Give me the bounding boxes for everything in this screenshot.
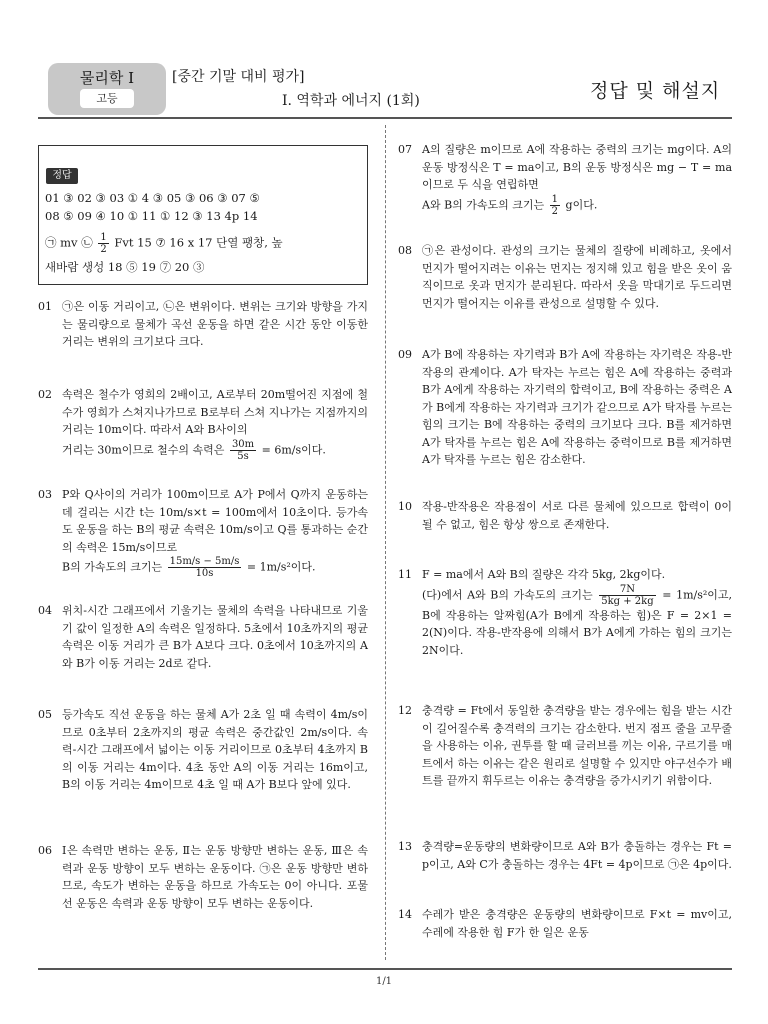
explanation-tail-post: = 1m/s²이다. xyxy=(246,560,316,574)
explanation-text: 충격량=운동량의 변화량이므로 A와 B가 충돌하는 경우는 Ft = p이고, A와 C가 충돌하는 경우는 4Ft = 4p이므로 ㉠은 4p이다. xyxy=(422,840,732,871)
fraction-numerator: 1 xyxy=(100,232,107,243)
question-number: 14 xyxy=(398,908,412,921)
question-number: 10 xyxy=(398,500,412,513)
explanation-mid-pre: (다)에서 A와 B의 가속도의 크기는 xyxy=(422,588,593,601)
explanation-q02 xyxy=(38,386,368,462)
explanation-text: P와 Q사이의 거리가 100m이므로 A가 P에서 Q까지 운동하는 데 걸리는 시간 t는 10m/s×t = 100m에서 10초이다. 등가속도 운동을 하는 B의 평균 속력은 10m/s이고 Q를 통과하는 순간의 속력은 15m/s이므로 xyxy=(62,488,368,554)
explanation-q12 xyxy=(398,702,732,790)
answer-fraction xyxy=(98,232,108,255)
answer-key-box xyxy=(38,145,368,285)
explanation-q06 xyxy=(38,842,368,912)
explanation-text: A의 질량은 m이므로 A에 작용하는 중력의 크기는 mg이다. A의 운동 방정식은 T = ma이고, B의 운동 방정식은 mg − T = ma이므로 두 식을 연립하면 xyxy=(422,143,732,191)
explanation-text: A가 B에 작용하는 자기력과 B가 A에 작용하는 자기력은 작용-반작용의 관계이다. A가 탁자는 누르는 힘은 A에 작용하는 중력과 B가 A에게 작용하는 자기력의 합력이고, B에 작용하는 중력은 A가 B에게 작용하는 자기력과 크기가 같으므로 A가 탁자를 누르는 힘의 크기는 B에 작용하는 중력의 크기보다 크다. B를 제거하면 A가 탁자를 누르는 힘은 A에 작용하는 중력이므로 B를 제거하면 A가 탁자를 누르는 힘은 감소한다. xyxy=(422,348,732,466)
explanation-text: 위치-시간 그래프에서 기울기는 물체의 속력을 나타내므로 기울기 값이 일정한 A의 속력은 일정하다. 5초에서 10초까지의 평균 속력은 이동 거리가 큰 B가 A보다 크다. 0초에서 10초까지의 A와 B가 이동 거리는 2d로 같다. xyxy=(62,604,368,670)
explanation-q04 xyxy=(38,602,368,672)
question-number: 08 xyxy=(398,244,412,257)
fraction-numerator: 7N xyxy=(599,584,655,596)
explanation-tail-post: g이다. xyxy=(565,198,598,211)
page-header xyxy=(0,0,768,120)
subject-title: 물리학 Ⅰ xyxy=(79,69,135,87)
answer-line-3-pre: ㉠ mv ㉡ xyxy=(45,235,93,250)
equation-fraction xyxy=(230,439,256,462)
explanation-text: 수레가 받은 충격량은 운동량의 변화량이므로 F×t = mv이고, 수레에 작용한 힘 F가 한 일은 운동 xyxy=(422,908,732,939)
explanation-text: 작용-반작용은 작용점이 서로 다른 물체에 있으므로 합력이 0이 될 수 없고, 힘은 항상 쌍으로 존재한다. xyxy=(422,500,732,531)
question-number: 05 xyxy=(38,708,52,721)
equation-fraction xyxy=(550,194,560,217)
explanation-q08 xyxy=(398,242,732,312)
subject-badge xyxy=(48,63,166,115)
explanation-q11 xyxy=(398,566,732,659)
fraction-denominator: 10s xyxy=(195,568,214,579)
question-number: 03 xyxy=(38,488,52,501)
explanation-tail-pre: 거리는 30m이므로 철수의 속력은 xyxy=(62,443,225,456)
answer-line-3 xyxy=(45,232,283,255)
question-number: 12 xyxy=(398,704,412,717)
explanation-text: 속력은 철수가 영희의 2배이고, A로부터 20m떨어진 지점에 철수가 영희가 스쳐지나가므로 B로부터 스쳐 지나가는 지점까지의 거리는 10m이다. 따라서 A와 B사이의 xyxy=(62,388,368,436)
fraction-numerator: 30m xyxy=(231,438,255,450)
answer-line-1: 01 ③ 02 ③ 03 ① 4 ③ 05 ③ 06 ③ 07 ⑤ xyxy=(45,191,260,205)
question-number: 11 xyxy=(398,568,412,581)
header-divider xyxy=(38,117,732,119)
document-title: 정답 및 해설지 xyxy=(590,80,721,102)
page-number: 1/1 xyxy=(375,976,393,987)
footer-divider xyxy=(38,968,732,970)
explanation-mid-post: = xyxy=(662,588,672,601)
answer-line-2: 08 ⑤ 09 ④ 10 ① 11 ① 12 ③ 13 4p 14 xyxy=(45,209,258,223)
explanation-text: Ⅰ은 속력만 변하는 운동, Ⅱ는 운동 방향만 변하는 운동, Ⅲ은 속력과 운동 방향이 모두 변하는 운동이다. ㉠은 운동 방향만 변하므로, 속도가 변하는 운동을 하므로 가속도는 0이 아니다. 포물선 운동은 속력과 운동 방향이 모두 변하는 운동이다. xyxy=(62,844,368,910)
explanation-tail-pre: A와 B의 가속도의 크기는 xyxy=(422,198,545,211)
explanation-text: 등가속도 직선 운동을 하는 물체 A가 2초 일 때 속력이 4m/s이므로 0초부터 2초까지의 평균 속력은 중간값인 2m/s이다. 속력-시간 그래프에서 넓이는 이동 거리이므로 0초부터 4초까지 B의 이동 거리는 4m이다. 4초 동안 A의 이동 거리는 16m이고, B의 이동 거리는 4m이므로 4초 일 때 A가 B보다 앞에 있다. xyxy=(62,708,368,791)
question-number: 09 xyxy=(398,348,412,361)
question-number: 02 xyxy=(38,388,52,401)
explanation-q09 xyxy=(398,346,732,469)
explanation-q03 xyxy=(38,486,368,579)
answer-line-4: 새바람 생성 18 ⑤ 19 ⑦ 20 ③ xyxy=(45,260,205,274)
explanation-text: ㉠은 관성이다. 관성의 크기는 물체의 질량에 비례하고, 옷에서 먼지가 떨어지려는 이유는 먼지는 정지해 있고 힘을 받은 옷이 움직이므로 옷과 먼지가 분리된다. 따라서 옷을 막대기로 두드리면 먼지가 떨어지는 이유를 관성으로 설명할 수 있다. xyxy=(422,244,732,310)
answer-line-3-post: Fvt 15 ⑦ 16 x 17 단열 팽창, 높 xyxy=(114,235,283,250)
question-number: 04 xyxy=(38,604,52,617)
exam-type: [중간 기말 대비 평가] xyxy=(172,69,305,85)
explanation-tail-post: = 6m/s이다. xyxy=(261,443,326,456)
question-number: 01 xyxy=(38,300,52,313)
explanation-q10 xyxy=(398,498,732,533)
explanation-q01 xyxy=(38,298,368,351)
fraction-denominator: 2 xyxy=(551,205,559,217)
equation-fraction xyxy=(168,556,242,579)
question-number: 13 xyxy=(398,840,412,853)
explanation-tail-pre: B의 가속도의 크기는 xyxy=(62,560,163,574)
column-divider xyxy=(385,125,386,960)
explanation-text: 충격량 = Ft에서 동일한 충격량을 받는 경우에는 힘을 받는 시간이 길어질수록 충격력의 크기는 감소한다. 번지 점프 줄을 고무줄을 사용하는 이유, 권투를 할 때 글러브를 끼는 이유, 구르기를 매트에서 하는 이유는 같은 원리로 설명할 수 있지만 야구선수가 배트를 끝까지 휘두르는 이유는 충격량을 증가시키기 위함이다. xyxy=(422,704,732,787)
fraction-denominator: 5s xyxy=(237,450,249,462)
explanation-q05 xyxy=(38,706,368,794)
question-number: 07 xyxy=(398,143,412,156)
explanation-q14 xyxy=(398,906,732,941)
explanation-text: ㉠은 이동 거리이고, ㉡은 변위이다. 변위는 크기와 방향을 가지는 물리량으로 물체가 곡선 운동을 하면 같은 시간 동안 이동한 거리는 변위의 크기보다 크다. xyxy=(62,300,368,348)
grade-label: 고등 xyxy=(80,89,134,108)
fraction-numerator: 15m/s − 5m/s xyxy=(169,556,240,567)
fraction-numerator: 1 xyxy=(551,193,559,205)
unit-title: Ⅰ. 역학과 에너지 (1회) xyxy=(282,93,420,109)
equation-fraction xyxy=(599,584,655,607)
explanation-tail: 1m/s²이고, B에 작용하는 알짜힘(A가 B에게 작용하는 힘)은 F = 2×1 = 2(N)이다. 작용-반작용에 의해서 B가 A에게 가하는 힘의 크기는 2N이다. xyxy=(422,588,733,657)
question-number: 06 xyxy=(38,844,52,857)
explanation-q07 xyxy=(398,141,732,217)
explanation-q13 xyxy=(398,838,732,873)
fraction-denominator: 2 xyxy=(100,244,107,255)
explanation-text: F = ma에서 A와 B의 질량은 각각 5kg, 2kg이다. xyxy=(422,568,666,581)
answer-key-tag: 정답 xyxy=(46,168,78,184)
fraction-denominator: 5kg + 2kg xyxy=(601,595,654,607)
